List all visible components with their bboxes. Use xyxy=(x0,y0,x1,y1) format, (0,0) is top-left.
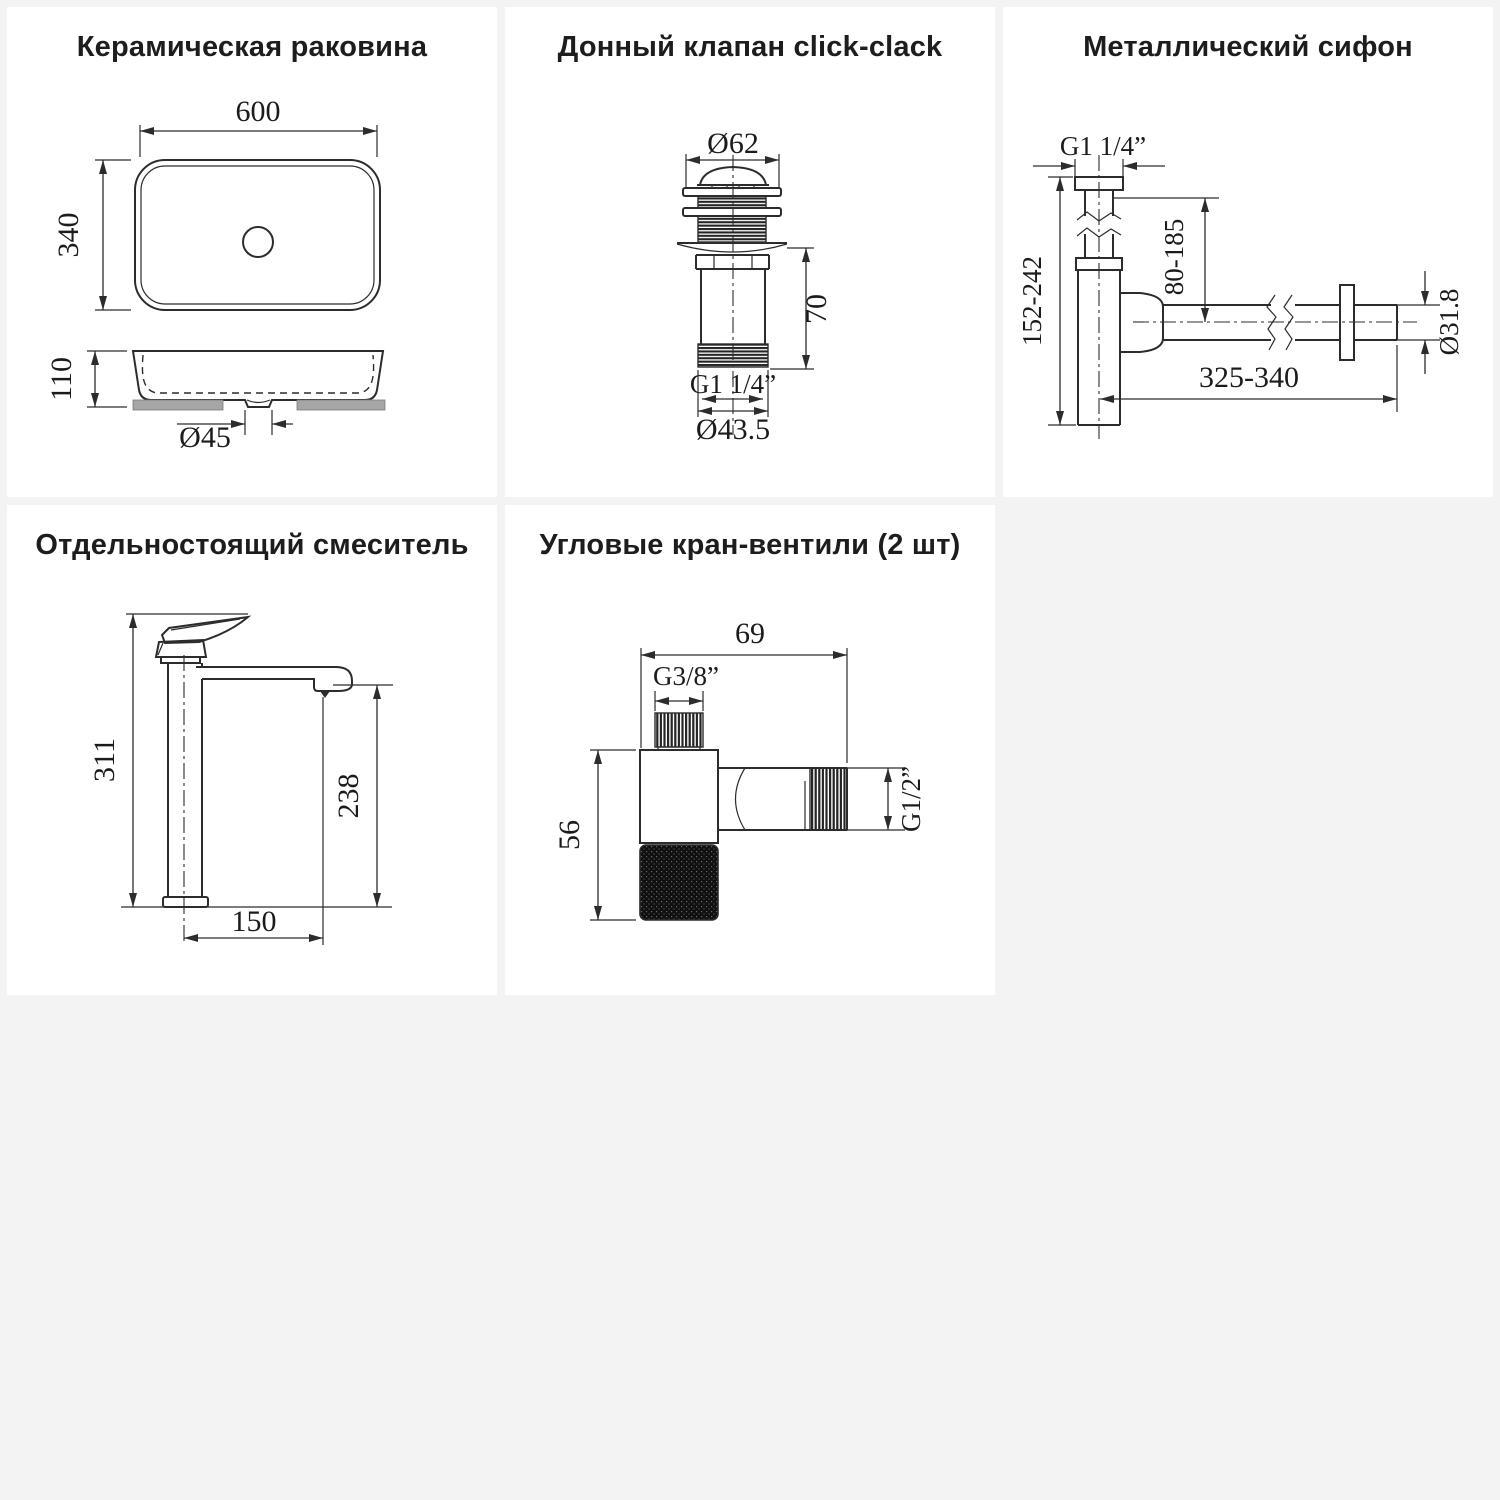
dim-label-pipe-diameter: Ø31.8 xyxy=(1434,288,1464,356)
dim-height-range xyxy=(1017,177,1076,425)
dim-spout-height xyxy=(332,685,393,907)
dim-label-cap: Ø62 xyxy=(707,127,759,160)
panel-click-clack-valve xyxy=(505,7,995,497)
knurled-handle xyxy=(640,845,718,920)
dim-label-drain: Ø45 xyxy=(179,421,231,454)
panel-freestanding-mixer xyxy=(7,505,497,995)
dim-under-deck xyxy=(770,248,833,369)
thread-lower xyxy=(698,216,766,242)
angle-valve-drawing xyxy=(505,505,995,995)
dim-label-inlet-thread: G3/8” xyxy=(653,661,719,691)
dim-label-length: 69 xyxy=(735,617,765,650)
dim-inlet-range xyxy=(1113,198,1219,322)
panel-title: Керамическая раковина xyxy=(76,31,428,63)
dim-depth xyxy=(52,160,131,310)
outlet-thread xyxy=(810,768,847,830)
dim-label-spout-height: 238 xyxy=(332,773,365,819)
sink-side-view xyxy=(133,351,385,410)
dim-label-inlet-range: 80-185 xyxy=(1159,218,1189,296)
dim-height xyxy=(45,351,127,407)
sink-top-view xyxy=(135,160,380,310)
siphon-drawing xyxy=(1003,7,1493,497)
dim-label-total-height: 311 xyxy=(88,738,121,782)
inlet-thread-stub xyxy=(655,713,703,747)
panel-title: Донный клапан click-clack xyxy=(557,31,943,63)
panel-title: Угловые кран-вентили (2 шт) xyxy=(539,529,961,561)
aerator-mark xyxy=(320,691,330,698)
dim-label-thread: G1 1/4” xyxy=(1059,131,1147,161)
dim-label-length-range: 325-340 xyxy=(1199,361,1299,394)
dim-outlet-thread xyxy=(847,766,926,832)
dim-label-spout-reach: 150 xyxy=(231,905,277,938)
dim-label-under-deck: 70 xyxy=(800,294,833,324)
panel-ceramic-sink xyxy=(7,7,497,497)
dim-label-body-diameter: Ø43.5 xyxy=(695,413,771,446)
thread-upper xyxy=(698,196,766,208)
mounting-pad-left xyxy=(133,400,223,410)
angle-valve-body xyxy=(640,713,847,920)
lock-washer xyxy=(683,208,781,216)
valve-drawing xyxy=(505,7,995,497)
dim-label-outlet-thread: G1/2” xyxy=(896,766,926,832)
outlet-funnel xyxy=(736,768,746,830)
dim-label-height: 110 xyxy=(45,357,78,401)
panel-title: Отдельностоящий смеситель xyxy=(35,529,469,561)
valve-block xyxy=(640,750,718,843)
dim-label-height: 56 xyxy=(553,820,586,850)
dim-drain xyxy=(177,410,293,454)
dim-label-height-range: 152-242 xyxy=(1017,256,1047,346)
flange-plate-top xyxy=(683,188,781,196)
mixer-drawing xyxy=(7,505,497,995)
panel-angle-valves xyxy=(505,505,995,995)
spout xyxy=(196,667,352,691)
dim-label-depth: 340 xyxy=(52,212,85,258)
dim-width xyxy=(140,95,377,157)
lever-handle xyxy=(162,617,248,643)
panel-metal-siphon xyxy=(1003,7,1493,497)
mounting-pad-right xyxy=(297,400,385,410)
base-plate xyxy=(163,897,208,907)
sink-drawing xyxy=(7,7,497,497)
dim-label-width: 600 xyxy=(235,95,281,128)
dim-label-thread: G1 1/4” xyxy=(689,369,777,399)
dim-height xyxy=(553,750,636,920)
dim-inlet-thread xyxy=(653,661,719,711)
panel-title: Металлический сифон xyxy=(1083,31,1413,63)
